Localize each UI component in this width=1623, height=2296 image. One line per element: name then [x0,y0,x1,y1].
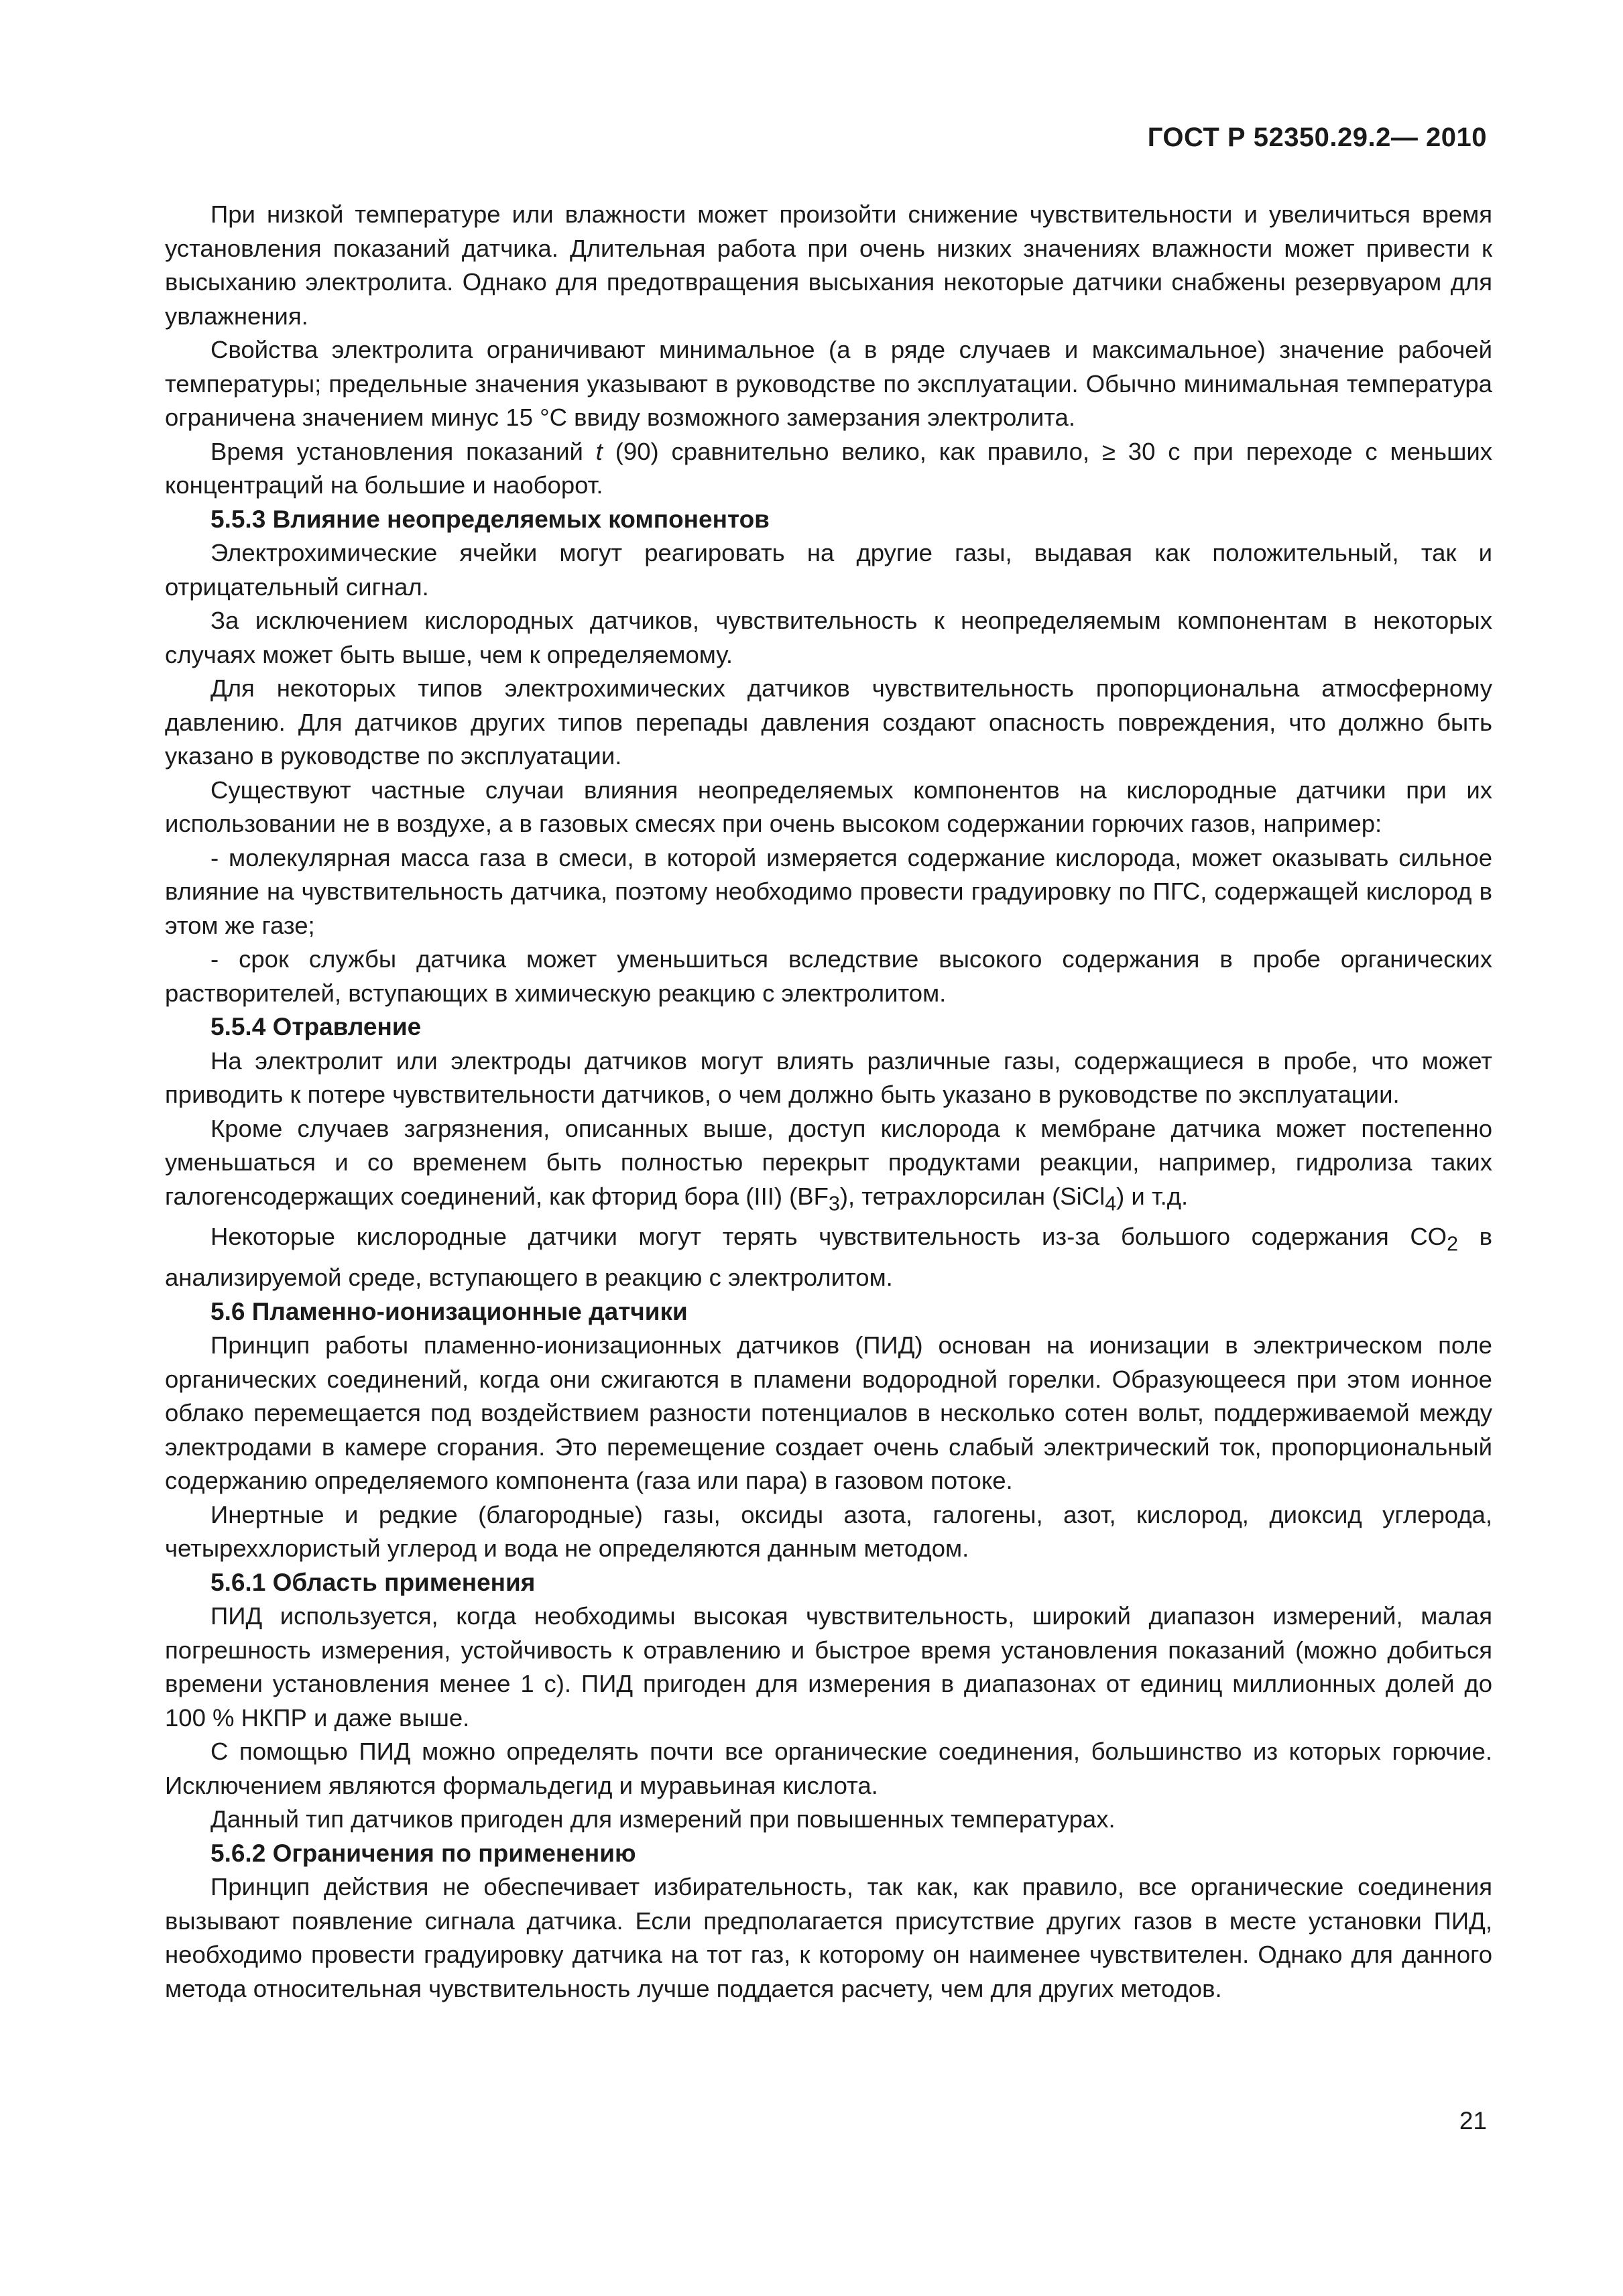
paragraph: Свойства электролита ограничивают минимальное (а в ряде случаев и максимальное) значение рабочей температуры; предельные значения указывают в руководстве по эксплуатации. Обычно минимальная температура ограничена значением минус 15 °С ввиду возможного замерзания электролита. [165,336,1492,431]
section-heading-5-6-2: 5.6.2 Ограничения по применению [211,1839,636,1867]
paragraph [165,1112,1492,1221]
paragraph: Электрохимические ячейки могут реагировать на другие газы, выдавая как положительный, так и отрицательный сигнал. [165,539,1492,601]
standard-header: ГОСТ Р 52350.29.2— 2010 [1147,123,1487,152]
text-run: Некоторые кислородные датчики могут терять чувствительность из-за большого содержания CO [211,1223,1447,1251]
list-item: - срок службы датчика может уменьшиться вследствие высокого содержания в пробе органических растворителей, вступающих в химическую реакцию с электролитом. [165,945,1492,1007]
paragraph: ПИД используется, когда необходимы высокая чувствительность, широкий диапазон измерений, малая погрешность измерения, устойчивость к отравлению и быстрое время установления показаний (можно добиться времени установления менее 1 с). ПИД пригоден для измерения в диапазонах от единиц миллионных долей до 100 % НКПР и даже выше. [165,1602,1492,1732]
paragraph: На электролит или электроды датчиков могут влиять различные газы, содержащиеся в пробе, что может приводить к потере чувствительности датчиков, о чем должно быть указано в руководстве по эксплуатации. [165,1046,1492,1108]
text-run: Кроме случаев загрязнения, описанных выше, доступ кислорода к мембране датчика может постепенно уменьшаться и со временем быть полностью перекрыт продуктами реакции, например, гидролиза таких галогенсодержащих соединений, как фторид бора (III) (BF [165,1114,1492,1210]
paragraph [165,1220,1492,1294]
section-heading-5-5-4: 5.5.4 Отравление [211,1013,422,1040]
subscript: 2 [1447,1232,1458,1256]
paragraph: Принцип действия не обеспечивает избирательность, так как, как правило, все органические соединения вызывают появление сигнала датчика. Если предполагается присутствие других газов в месте установки ПИД, необходимо провести градуировку датчика на тот газ, к которому он наименее чувствителен. Однако для данного метода относительная чувствительность лучше поддается расчету, чем для других методов. [165,1873,1492,2002]
paragraph: Данный тип датчиков пригоден для измерений при повышенных температурах. [211,1805,1116,1833]
text-run: в анализируемой среде, вступающего в реакцию с электролитом. [165,1223,1492,1292]
paragraph: Инертные и редкие (благородные) газы, оксиды азота, галогены, азот, кислород, диоксид углерода, четыреххлористый углерод и вода не определяются данным методом. [165,1500,1492,1563]
page-body [165,198,1492,2006]
italic-variable: t [595,437,603,465]
subscript: 3 [828,1191,840,1215]
paragraph: Для некоторых типов электрохимических датчиков чувствительность пропорциональна атмосферному давлению. Для датчиков других типов перепады давления создают опасность повреждения, что должно быть указано в руководстве по эксплуатации. [165,674,1492,770]
subscript: 4 [1105,1191,1117,1215]
paragraph: Принцип работы пламенно-ионизационных датчиков (ПИД) основан на ионизации в электрическом поле органических соединений, когда они сжигаются в пламени водородной горелки. Образующееся при этом ионное облако перемещается под воздействием разности потенциалов в несколько сотен вольт, поддерживаемой между электродами в камере сгорания. Это перемещение создает очень слабый электрический ток, пропорциональный содержанию определяемого компонента (газа или пара) в газовом потоке. [165,1331,1492,1495]
paragraph: Существуют частные случаи влияния неопределяемых компонентов на кислородные датчики при их использовании не в воздухе, а в газовых смесях при очень высоком содержании горючих газов, например: [165,776,1492,837]
section-heading-5-6-1: 5.6.1 Область применения [211,1568,536,1596]
section-heading-5-6: 5.6 Пламенно-ионизационные датчики [211,1297,688,1325]
section-heading-5-5-3: 5.5.3 Влияние неопределяемых компонентов [211,505,770,533]
text-run: ), тетрахлорсилан (SiCl [839,1182,1105,1210]
paragraph [165,435,1492,503]
text-run: (90) сравнительно велико, как правило, ≥ 30 с при переходе с меньших концентраций на большие и наоборот. [165,437,1492,499]
paragraph: При низкой температуре или влажности может произойти снижение чувствительности и увеличиться время установления показаний датчика. Длительная работа при очень низких значениях влажности может привести к высыханию электролита. Однако для предотвращения высыхания некоторые датчики снабжены резервуаром для увлажнения. [165,200,1492,330]
text-run: ) и т.д. [1116,1182,1189,1210]
text-run: Время установления показаний [211,437,596,465]
page-number: 21 [1459,2107,1487,2134]
list-item: - молекулярная масса газа в смеси, в которой измеряется содержание кислорода, может оказывать сильное влияние на чувствительность датчика, поэтому необходимо провести градуировку по ПГС, содержащей кислород в этом же газе; [165,843,1492,939]
paragraph: За исключением кислородных датчиков, чувствительность к неопределяемым компонентам в некоторых случаях может быть выше, чем к определяемому. [165,607,1492,668]
paragraph: С помощью ПИД можно определять почти все органические соединения, большинство из которых горючие. Исключением являются формальдегид и муравьиная кислота. [165,1738,1492,1799]
